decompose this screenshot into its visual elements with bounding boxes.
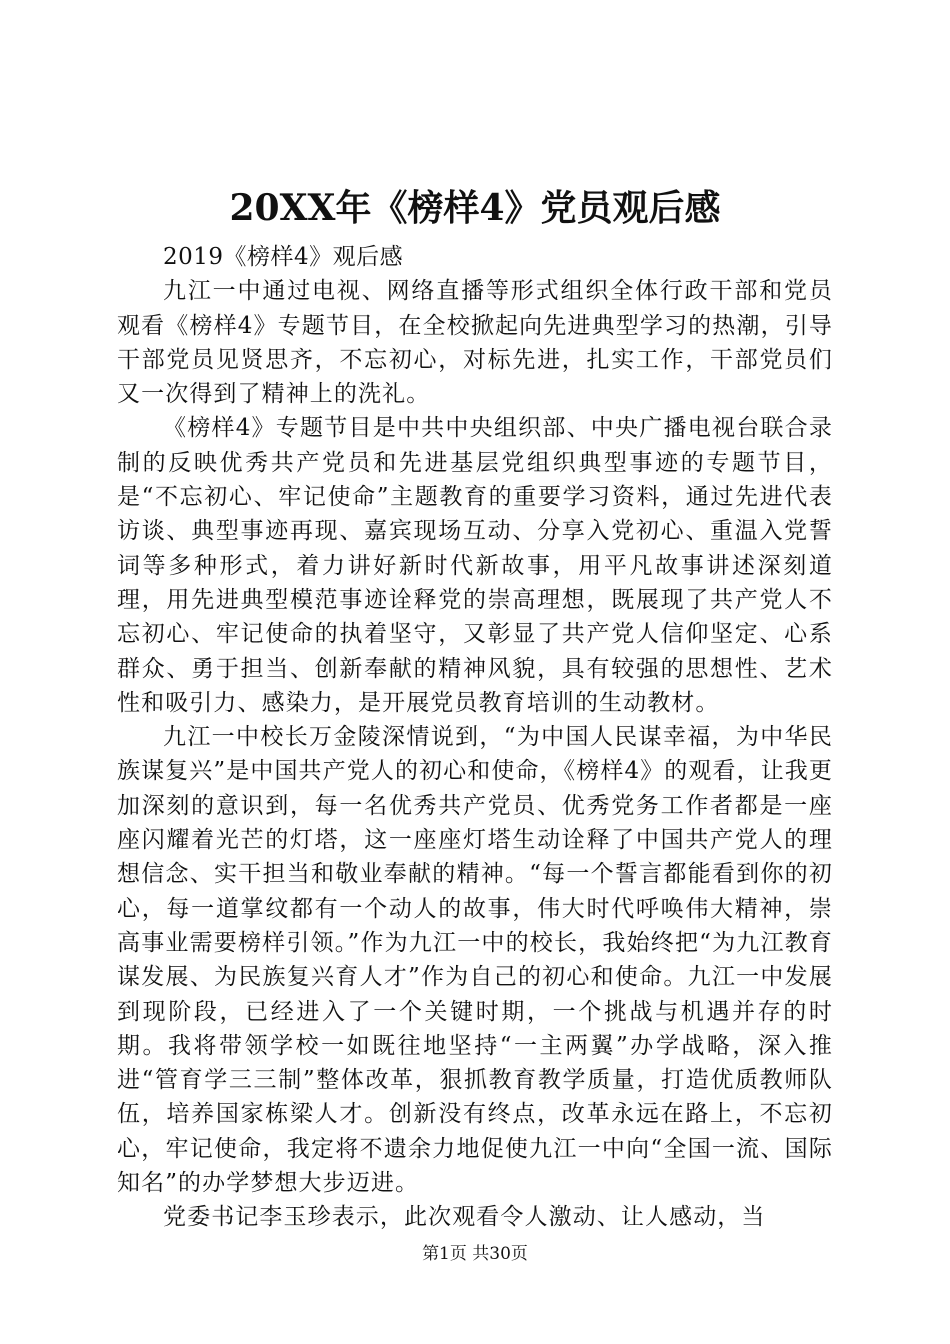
paragraph-subtitle: 2019《榜样4》观后感 (163, 244, 404, 270)
document-body (117, 240, 833, 1235)
page-footer: 第1页 共30页 (422, 1244, 528, 1264)
paragraph: 九江一中通过电视、网络直播等形式组织全体行政干部和党员观看《榜样4》专题节目，在全校掀起向先进典型学习的热潮，引导干部党员见贤思齐，不忘初心，对标先进，扎实工作，干部党员们又一次得到了精神上的洗礼。 (117, 278, 833, 408)
paragraph: 党委书记李玉珍表示，此次观看令人激动、让人感动，当 (163, 1204, 766, 1231)
paragraph: 九江一中校长万金陵深情说到，“为中国人民谋幸福，为中华民族谋复兴”是中国共产党人的初心和使命，《榜样4》的观看，让我更加深刻的意识到，每一名优秀共产党员、优秀党务工作者都是一座座闪耀着光芒的灯塔，这一座座灯塔生动诠释了中国共产党人的理想信念、实干担当和敬业奉献的精神。“每一个誓言都能看到你的初心，每一道掌纹都有一个动人的故事，伟大时代呼唤伟大精神，崇高事业需要榜样引领。”作为九江一中的校长，我始终把“为九江教育谋发展、为民族复兴育人才”作为自己的初心和使命。九江一中发展到现阶段，已经进入了一个关键时期，一个挑战与机遇并存的时期。我将带领学校一如既往地坚持“一主两翼”办学战略，深入推进“管育学三三制”整体改革，狠抓教育教学质量，打造优质教师队伍，培养国家栋梁人才。创新没有终点，改革永远在路上，不忘初心，牢记使命，我定将不遗余力地促使九江一中向“全国一流、国际知名”的办学梦想大步迈进。 (117, 724, 833, 1197)
document-title: 20XX年《榜样4》党员观后感 (229, 187, 721, 229)
paragraph: 《榜样4》专题节目是中共中央组织部、中央广播电视台联合录制的反映优秀共产党员和先进基层党组织典型事迹的专题节目，是“不忘初心、牢记使命”主题教育的重要学习资料，通过先进代表访谈、典型事迹再现、嘉宾现场互动、分享入党初心、重温入党誓词等多种形式，着力讲好新时代新故事，用平凡故事讲述深刻道理，用先进典型模范事迹诠释党的崇高理想，既展现了共产党人不忘初心、牢记使命的执着坚守，又彰显了共产党人信仰坚定、心系群众、勇于担当、创新奉献的精神风貌，具有较强的思想性、艺术性和吸引力、感染力，是开展党员教育培训的生动教材。 (117, 415, 833, 716)
